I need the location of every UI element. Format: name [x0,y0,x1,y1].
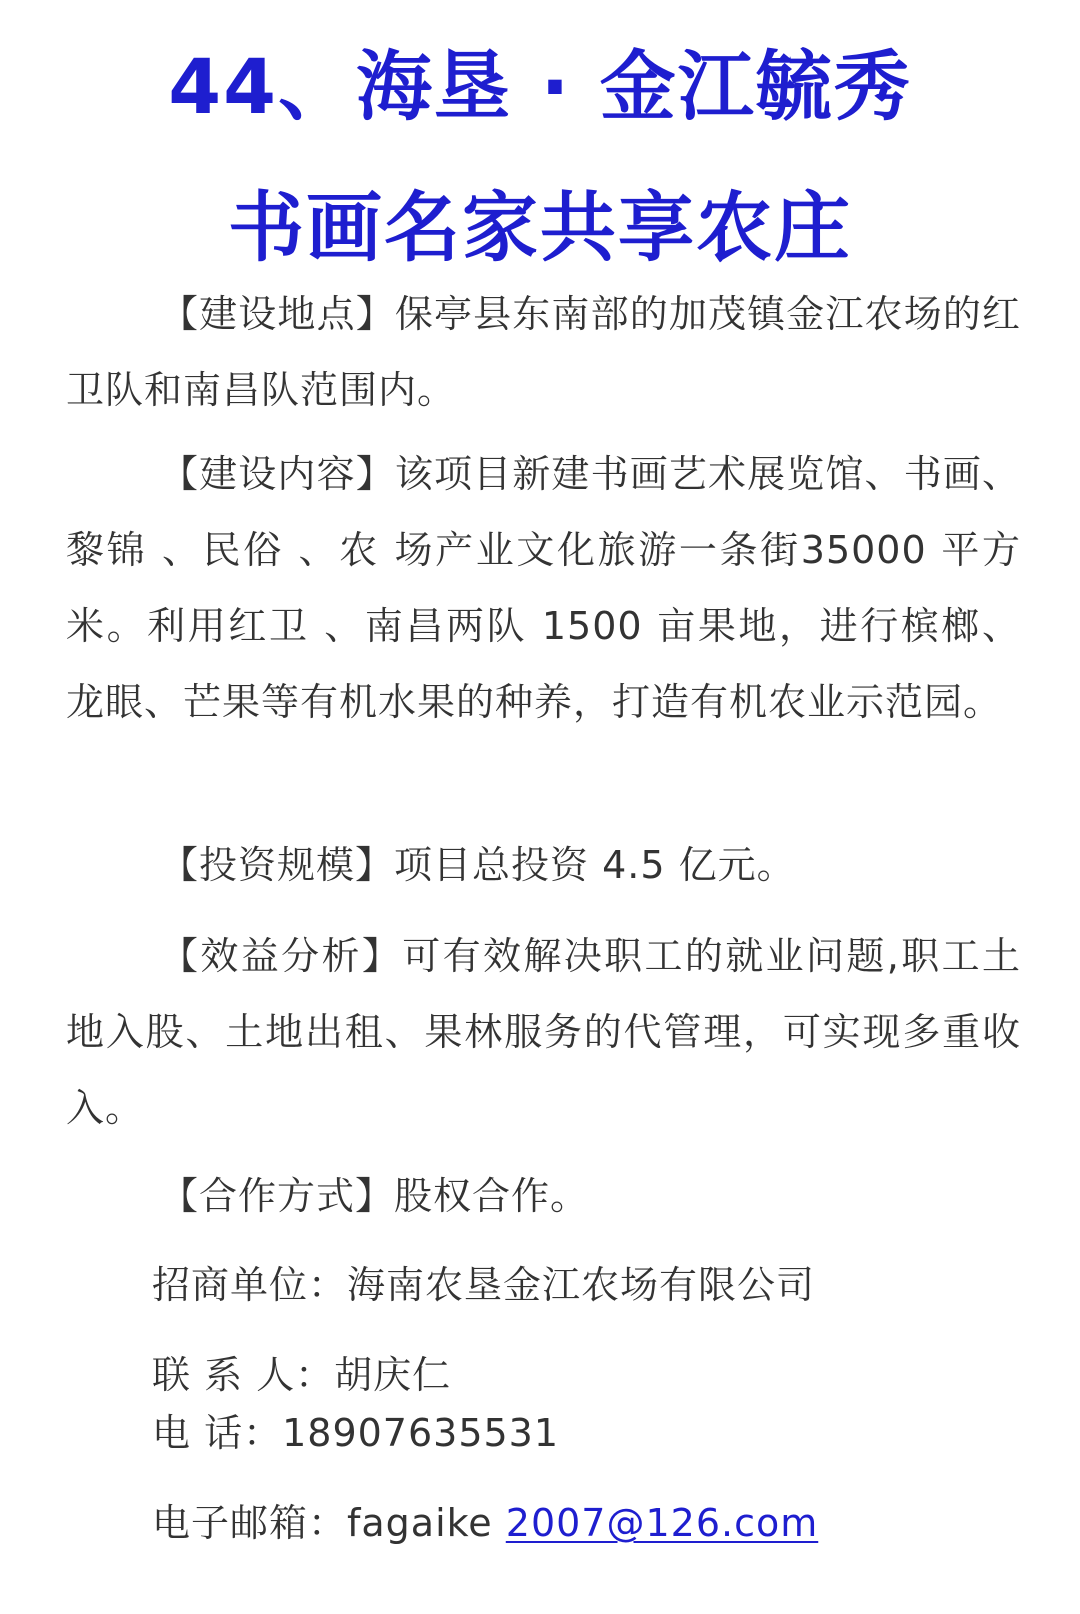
contact-email [152,1498,818,1548]
section-label: 【建设内容】 [160,452,395,496]
section-text: 股权合作。 [394,1174,590,1218]
section-content [66,436,1021,740]
section-location [66,276,1021,428]
info-label: 联 系 人： [152,1353,335,1397]
section-benefit [66,918,1021,1146]
section-cooperation [66,1158,1021,1234]
info-label: 电子邮箱： [152,1501,348,1545]
section-text: 保亭县东南部的加茂镇金江农场的红卫队和南昌队范围内。 [66,292,1021,412]
section-text: 可有效解决职工的就业问题,职工土地入股、土地出租、果林服务的代管理，可实现多重收入。 [66,934,1021,1130]
contact-person [152,1350,451,1400]
section-text: 项目总投资 4.5 亿元。 [394,843,796,887]
section-label: 【效益分析】 [160,934,403,978]
contact-phone [152,1408,559,1458]
section-label: 【建设地点】 [160,292,395,336]
info-value: 18907635531 [282,1411,560,1455]
info-value: 胡庆仁 [334,1353,452,1397]
page-title-line-2: 书画名家共享农庄 [228,183,852,272]
info-label: 招商单位： [152,1263,348,1307]
section-investment [66,827,1021,903]
info-value: 海南农垦金江农场有限公司 [347,1263,816,1307]
section-label: 【合作方式】 [160,1174,395,1218]
section-label: 【投资规模】 [160,843,395,887]
email-prefix: fagaike [347,1501,506,1545]
email-link[interactable]: 2007@126.com [505,1501,819,1545]
investment-unit [152,1260,815,1310]
section-text: 该项目新建书画艺术展览馆、书画、黎锦 、民俗 、农 场产业文化旅游一条街35000 平方米。利用红卫 、南昌两队 1500 亩果地，进行槟榔、龙眼、芒果等有机水果的种养，打造有机农业示范园。 [66,452,1021,724]
page-title-line-1: 44、海垦 · 金江毓秀 [168,42,912,131]
info-label: 电 话： [152,1411,283,1455]
